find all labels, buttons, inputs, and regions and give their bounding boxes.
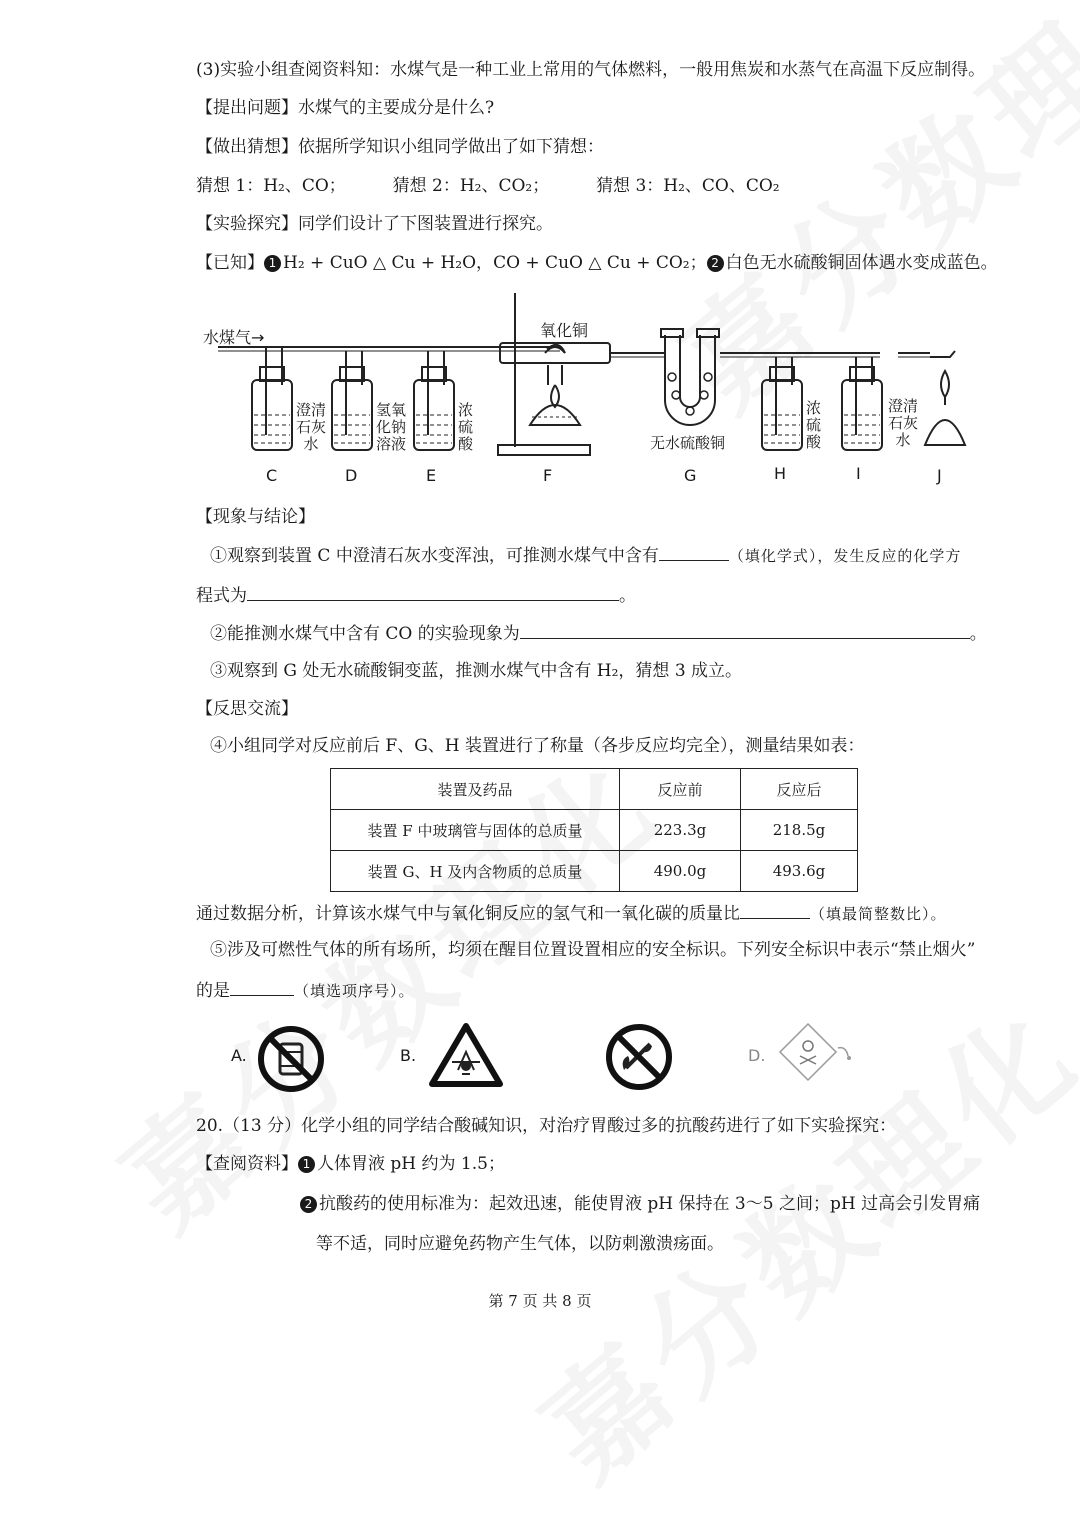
known-2: 白色无水硫酸铜固体遇水变成蓝色。 — [725, 253, 998, 273]
bottle-c — [252, 347, 292, 450]
known-line — [196, 251, 998, 275]
number-1-icon: 1 — [298, 1156, 315, 1173]
question-tag: 【提出问题】 — [196, 98, 298, 118]
no-storage-sign-icon — [256, 1024, 326, 1094]
no-smoking-fire-sign-icon — [604, 1022, 674, 1092]
label-f: F — [543, 466, 553, 485]
guess-line — [196, 174, 780, 198]
table-row — [331, 810, 858, 851]
bottle-h — [762, 357, 802, 450]
conclusion-item-1-cont: 程式为 。 — [196, 582, 636, 608]
apparatus-diagram — [0, 285, 1080, 485]
table-cell: 装置 F 中玻璃管与固体的总质量 — [331, 810, 620, 851]
reflection-item-5-cont: 的是 （填选项序号）。 — [196, 977, 415, 1003]
label-j: J — [937, 466, 942, 485]
option-c-label: C. — [592, 1046, 609, 1065]
table-cell: 装置 G、H 及内含物质的总质量 — [331, 851, 620, 892]
reagent-h: 浓 硫 酸 — [806, 399, 822, 451]
hypothesis-tag: 【做出猜想】 — [196, 137, 298, 157]
conclusion-item-3: ③观察到 G 处无水硫酸铜变蓝，推测水煤气中含有 H₂，猜想 3 成立。 — [210, 661, 743, 681]
gas-inlet-label: 水煤气→ — [203, 328, 265, 347]
question-text: 水煤气的主要成分是什么? — [298, 98, 495, 118]
blank-mass-ratio[interactable] — [740, 900, 810, 919]
bottle-i — [842, 357, 882, 450]
bottle-d — [332, 351, 372, 450]
label-g: G — [684, 466, 697, 485]
option-b-label: B. — [400, 1046, 417, 1065]
table-cell: 218.5g — [741, 810, 858, 851]
guess-1: 猜想 1：H₂、CO； — [196, 176, 346, 196]
label-e: E — [426, 466, 437, 485]
u-tube-g — [661, 329, 719, 425]
conclusion-item-2: ②能推测水煤气中含有 CO 的实验现象为 。 — [210, 620, 987, 646]
hypothesis-text: 依据所学知识小组同学做出了如下猜想： — [298, 137, 604, 157]
table-row — [331, 851, 858, 892]
label-i: I — [856, 464, 861, 483]
table-cell: 493.6g — [741, 851, 858, 892]
reagent-e: 浓 硫 酸 — [458, 401, 474, 453]
hypothesis-line — [196, 135, 604, 159]
known-eq-1: H₂ + CuO △ Cu + H₂O， — [283, 253, 494, 273]
reagent-d: 氢氧 化钠 溶液 — [376, 401, 407, 453]
conclusion-item-1: ①观察到装置 C 中澄清石灰水变浑浊，可推测水煤气中含有 （填化学式），发生反应的化学方 — [210, 542, 961, 568]
explore-line — [196, 212, 553, 236]
q20-title: 20.（13 分）化学小组的同学结合酸碱知识，对治疗胃酸过多的抗酸药进行了如下实验探究： — [196, 1116, 897, 1136]
toxic-hazard-sign-icon — [776, 1020, 866, 1090]
number-2-icon: 2 — [300, 1196, 317, 1213]
option-a-label: A. — [231, 1046, 247, 1065]
blank-equation[interactable] — [247, 582, 619, 601]
table-cell: 223.3g — [620, 810, 741, 851]
reagent-g: 无水硫酸铜 — [650, 434, 726, 452]
table-header-cell: 反应前 — [620, 769, 741, 810]
blank-co-phenomenon[interactable] — [520, 620, 970, 639]
table-header-cell: 反应后 — [741, 769, 858, 810]
q3-intro: (3)实验小组查阅资料知：水煤气是一种工业上常用的气体燃料，一般用焦炭和水蒸气在高温下反应制得。 — [196, 60, 986, 80]
question-line — [196, 96, 494, 120]
reagent-i: 澄清 石灰 水 — [888, 397, 919, 449]
reflection-tag: 【反思交流】 — [196, 699, 298, 719]
q20-ref-2: 2 抗酸药的使用标准为：起效迅速，能使胃液 pH 保持在 3～5 之间；pH 过高会引发胃痛 — [300, 1192, 980, 1216]
reagent-c: 澄清 石灰 水 — [296, 401, 327, 453]
copper-oxide-label: 氧化铜 — [540, 321, 589, 340]
mass-table — [330, 768, 858, 892]
table-cell: 490.0g — [620, 851, 741, 892]
guess-3: 猜想 3：H₂、CO、CO₂ — [596, 176, 780, 196]
number-1-icon: 1 — [264, 255, 281, 272]
option-d-label: D. — [748, 1046, 766, 1065]
q20-ref-line: 【查阅资料】 1 人体胃液 pH 约为 1.5； — [196, 1154, 505, 1174]
known-eq-2: CO + CuO △ Cu + CO₂； — [493, 253, 707, 273]
reflection-item-5: ⑤涉及可燃性气体的所有场所，均须在醒目位置设置相应的安全标识。下列安全标识中表示“禁止烟火” — [210, 940, 976, 960]
q20-ref-2-cont: 等不适，同时应避免药物产生气体，以防刺激溃疡面。 — [316, 1234, 724, 1254]
known-tag: 【已知】 — [196, 253, 264, 273]
blank-formula[interactable] — [659, 542, 729, 561]
label-h: H — [774, 464, 787, 483]
explore-tag: 【实验探究】 — [196, 214, 298, 234]
conclusion-tag: 【现象与结论】 — [196, 507, 315, 527]
label-c: C — [266, 466, 278, 485]
bottle-e — [414, 351, 454, 450]
number-2-icon: 2 — [707, 255, 724, 272]
guess-2: 猜想 2：H₂、CO₂； — [392, 176, 550, 196]
table-header-cell: 装置及药品 — [331, 769, 620, 810]
explosive-warning-icon — [428, 1022, 504, 1088]
explore-text: 同学们设计了下图装置进行探究。 — [298, 214, 553, 234]
burner-j — [925, 351, 965, 445]
reflection-item-4: ④小组同学对反应前后 F、G、H 装置进行了称量（各步反应均完全），测量结果如表： — [210, 736, 865, 756]
page-footer: 第 7 页 共 8 页 — [488, 1292, 592, 1310]
label-d: D — [345, 466, 358, 485]
analysis-line: 通过数据分析，计算该水煤气中与氧化铜反应的氢气和一氧化碳的质量比 （填最简整数比）。 — [196, 900, 947, 926]
blank-option[interactable] — [230, 977, 294, 996]
table-header — [331, 769, 858, 810]
